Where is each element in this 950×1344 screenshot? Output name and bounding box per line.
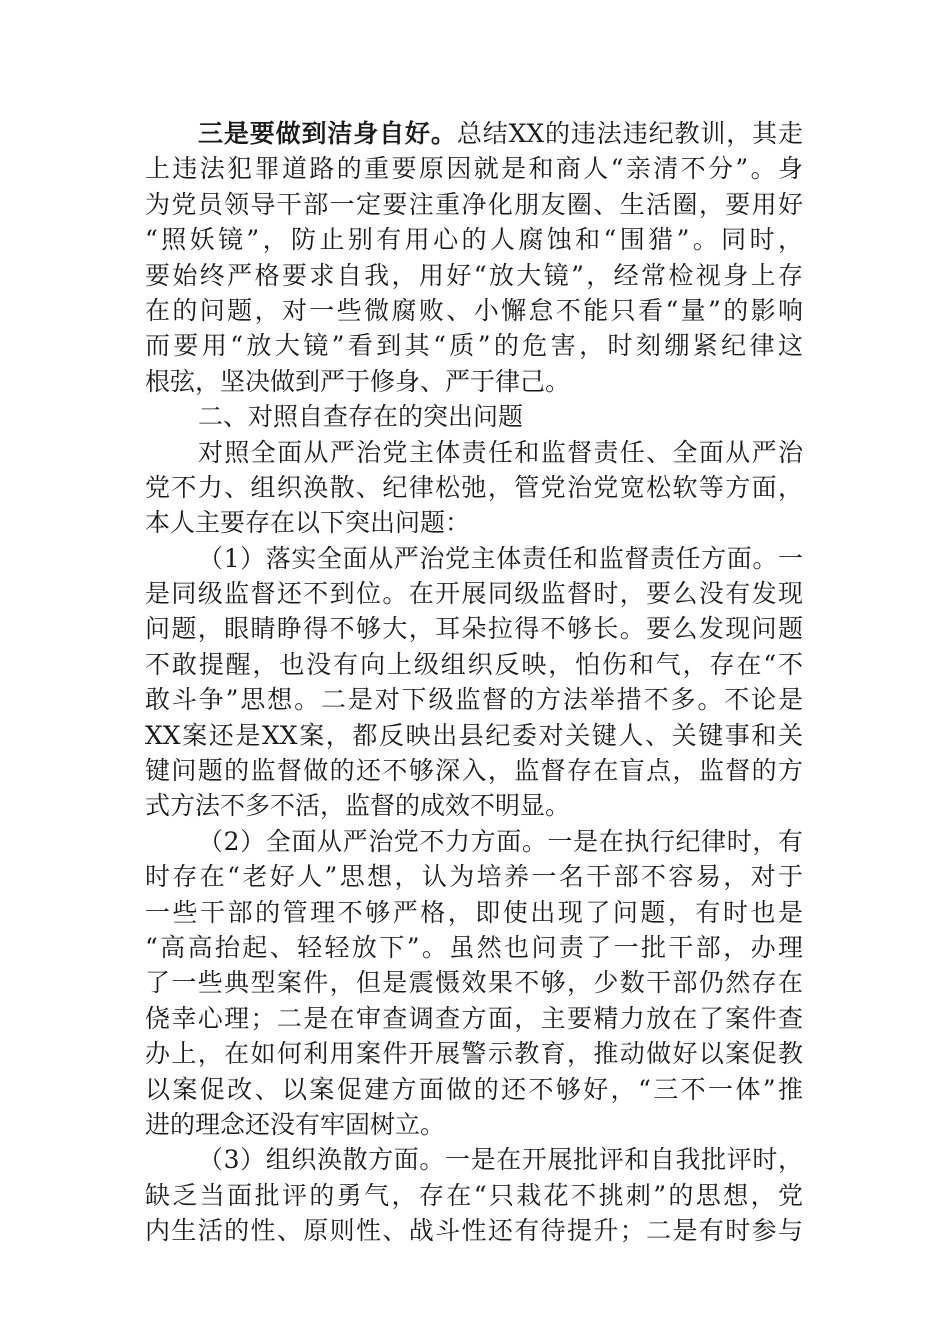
- paragraph-line: 敢斗争”思想。二是对下级监督的方法举措不多。不论是: [145, 685, 803, 715]
- paragraph-line: 而要用“放大镜”看到其“质”的危害，时刻绷紧纪律这: [145, 331, 803, 361]
- paragraph-line: 对照全面从严治党主体责任和监督责任、全面从严治: [198, 437, 803, 467]
- paragraph-line: [145, 116, 803, 151]
- paragraph-line: 侥幸心理；二是在审查调查方面，主要精力放在了案件查: [145, 1003, 803, 1033]
- document-body: [145, 116, 803, 1249]
- paragraph-line: “高高抬起、轻轻放下”。虽然也问责了一批干部，办理: [145, 932, 803, 962]
- paragraph-line: 党不力、组织涣散、纪律松弛，管党治党宽松软等方面，: [145, 472, 803, 502]
- paragraph-line: 问题，眼睛睁得不够大，耳朵拉得不够长。要么发现问题: [145, 614, 803, 644]
- paragraph-line: 式方法不多不活，监督的成效不明显。: [145, 791, 571, 821]
- paragraph-line: 根弦，坚决做到严于修身、严于律己。: [145, 366, 571, 396]
- paragraph-line: “照妖镜”，防止别有用心的人腐蚀和“围猎”。同时，: [145, 225, 803, 255]
- paragraph-line: 一些干部的管理不够严格，即使出现了问题，有时也是: [145, 897, 803, 927]
- paragraph-line: （2）全面从严治党不力方面。一是在执行纪律时，有: [198, 826, 803, 856]
- paragraph-line: 进的理念还没有牢固树立。: [145, 1109, 446, 1139]
- paragraph-text: 总结XX的违法违纪教训，其走: [456, 119, 803, 148]
- paragraph-line: 时存在“老好人”思想，认为培养一名干部不容易，对于: [145, 862, 803, 892]
- paragraph-line: （1）落实全面从严治党主体责任和监督责任方面。一: [198, 543, 803, 573]
- section-heading: 二、对照自查存在的突出问题: [198, 402, 524, 432]
- paragraph-line: 是同级监督还不到位。在开展同级监督时，要么没有发现: [145, 579, 803, 609]
- paragraph-line: 内生活的性、原则性、战斗性还有待提升；二是有时参与: [145, 1216, 803, 1246]
- paragraph-line: 在的问题，对一些微腐败、小懈怠不能只看“量”的影响: [145, 295, 803, 325]
- paragraph-line: 为党员领导干部一定要注重净化朋友圈、生活圈，要用好: [145, 189, 803, 219]
- paragraph-line: 缺乏当面批评的勇气，存在“只栽花不挑刺”的思想，党: [145, 1180, 803, 1210]
- paragraph-line: 键问题的监督做的还不够深入，监督存在盲点，监督的方: [145, 756, 803, 786]
- paragraph-line: 不敢提醒，也没有向上级组织反映，怕伤和气，存在“不: [145, 649, 803, 679]
- paragraph-lead-bold: 三是要做到洁身自好。: [198, 119, 457, 148]
- paragraph-line: （3）组织涣散方面。一是在开展批评和自我批评时，: [198, 1145, 803, 1175]
- paragraph-line: 本人主要存在以下突出问题：: [145, 508, 471, 538]
- paragraph-line: 办上，在如何利用案件开展警示教育，推动做好以案促教: [145, 1039, 803, 1069]
- paragraph-line: 要始终严格要求自我，用好“放大镜”，经常检视身上存: [145, 260, 803, 290]
- paragraph-line: XX案还是XX案，都反映出县纪委对关键人、关键事和关: [145, 720, 803, 750]
- paragraph-line: 以案促改、以案促建方面做的还不够好，“三不一体”推: [145, 1074, 803, 1104]
- paragraph-line: 了一些典型案件，但是震慑效果不够，少数干部仍然存在: [145, 968, 803, 998]
- paragraph-line: 上违法犯罪道路的重要原因就是和商人“亲清不分”。身: [145, 154, 803, 184]
